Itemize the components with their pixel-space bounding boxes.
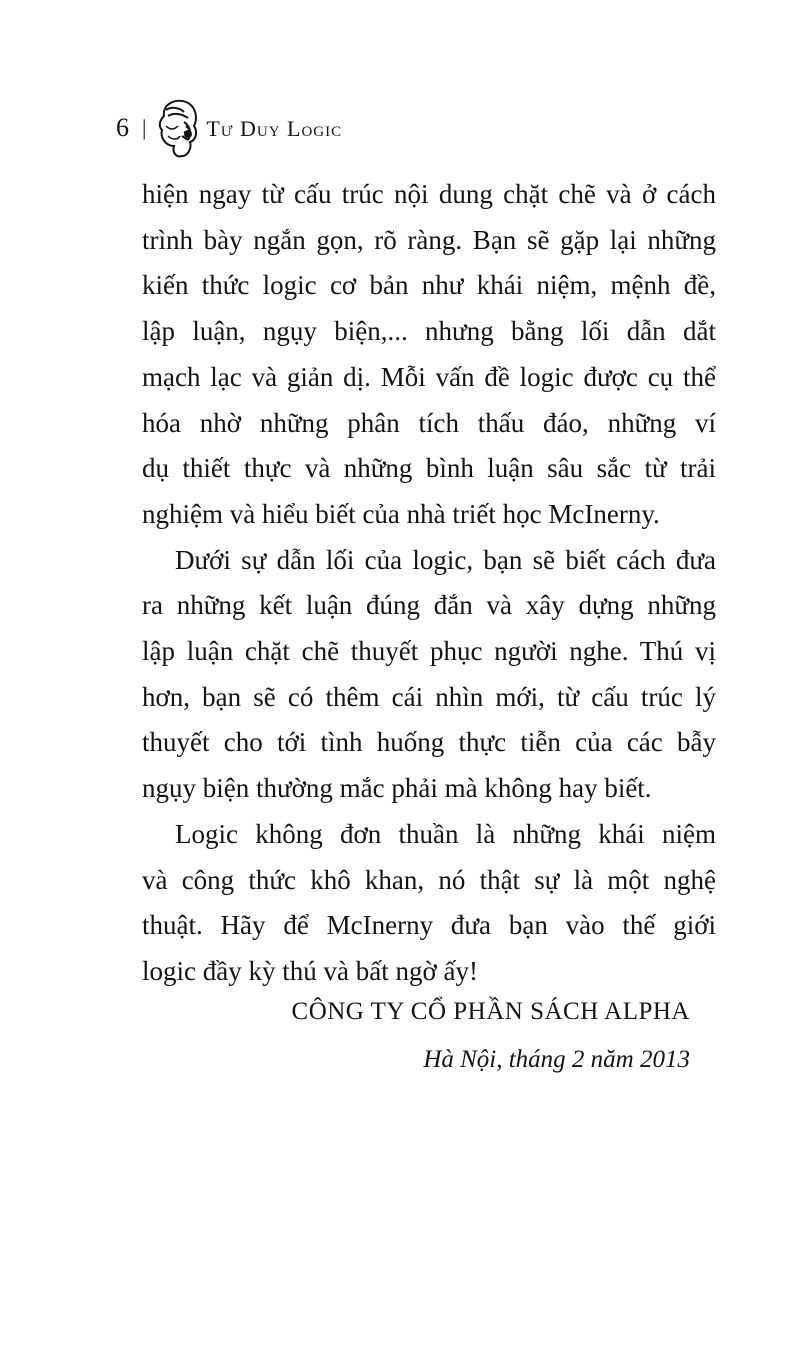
philosopher-head-icon [154, 96, 202, 160]
header-separator: | [142, 115, 147, 140]
text-line: lập luận, ngụy biện,... nhưng bằng lối dẫn dắt [142, 316, 716, 347]
text-line: thuyết cho tới tình huống thực tiễn của các bẫy [142, 727, 716, 758]
publisher-signature: CÔNG TY CỔ PHẦN SÁCH ALPHA [291, 998, 690, 1025]
text-line: lập luận chặt chẽ thuyết phục người nghe. Thú vị [142, 636, 716, 667]
text-line: Logic không đơn thuần là những khái niệm [175, 818, 716, 849]
text-line: ra những kết luận đúng đắn và xây dựng những [142, 590, 716, 621]
text-line: kiến thức logic cơ bản như khái niệm, mệnh đề, [142, 270, 716, 301]
text-line: hóa nhờ những phân tích thấu đáo, những ví [142, 407, 716, 438]
text-line: dụ thiết thực và những bình luận sâu sắc từ trải [142, 453, 716, 484]
text-line: trình bày ngắn gọn, rõ ràng. Bạn sẽ gặp lại những [142, 224, 716, 255]
place-date: Hà Nội, tháng 2 năm 2013 [423, 1046, 690, 1073]
page-number: 6 [116, 113, 129, 142]
text-line: thuật. Hãy để McInerny đưa bạn vào thế giới [142, 910, 716, 941]
paragraph [142, 172, 716, 538]
book-title: Tư Duy Logic [206, 116, 343, 141]
body-text [142, 172, 716, 995]
paragraph [142, 538, 716, 812]
text-line: mạch lạc và giản dị. Mỗi vấn đề logic được cụ thể [142, 361, 716, 392]
text-line: và công thức khô khan, nó thật sự là một nghệ [142, 864, 716, 895]
text-line: nghiệm và hiểu biết của nhà triết học McInerny. [142, 498, 660, 529]
text-line: Dưới sự dẫn lối của logic, bạn sẽ biết cách đưa [175, 544, 716, 575]
running-header [116, 96, 342, 160]
text-line: hơn, bạn sẽ có thêm cái nhìn mới, từ cấu trúc lý [142, 681, 716, 712]
text-line: logic đầy kỳ thú và bất ngờ ấy! [142, 955, 478, 986]
text-line: ngụy biện thường mắc phải mà không hay biết. [142, 773, 652, 804]
text-line: hiện ngay từ cấu trúc nội dung chặt chẽ và ở cách [142, 179, 716, 209]
paragraph [142, 812, 716, 995]
